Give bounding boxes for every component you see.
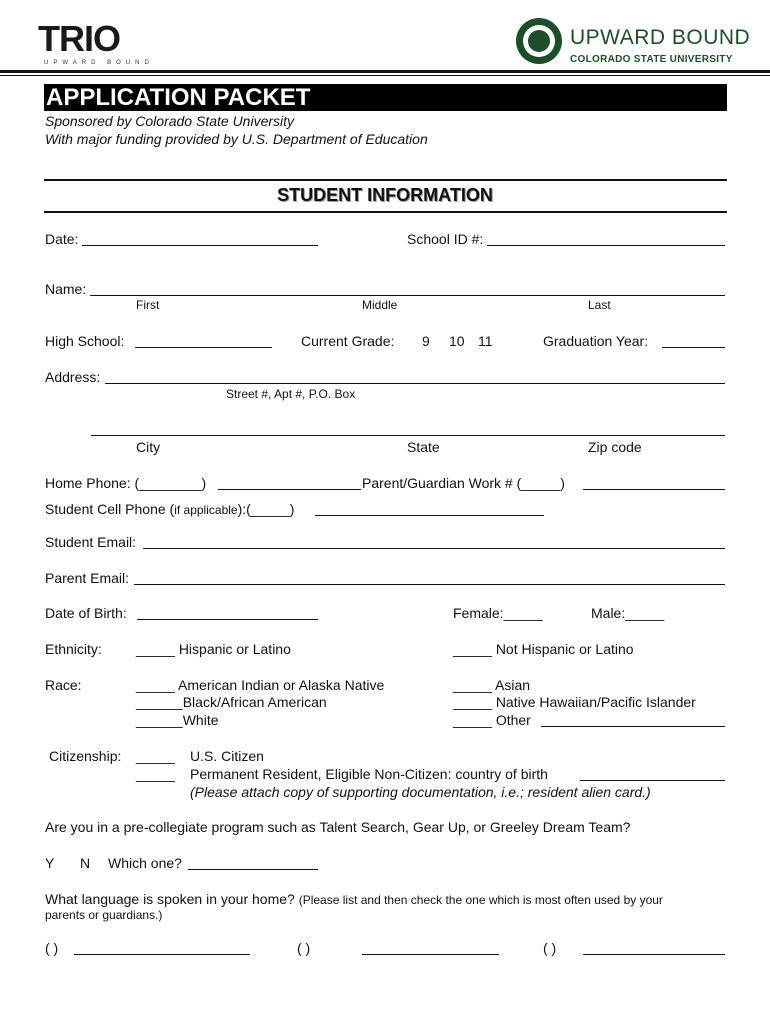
high-school-field[interactable] bbox=[135, 347, 272, 348]
trio-logo-text: TRIO bbox=[38, 18, 120, 59]
trio-logo-subtitle: UPWARD BOUND bbox=[44, 60, 154, 66]
page-title: APPLICATION PACKET bbox=[46, 84, 311, 111]
ethnicity-hispanic-option[interactable]: _____ Hispanic or Latino bbox=[136, 641, 291, 657]
citizenship-label: Citizenship: bbox=[49, 748, 122, 764]
parent-work-field[interactable] bbox=[583, 489, 725, 490]
zip-caption: Zip code bbox=[588, 439, 642, 455]
home-phone-label: Home Phone: (________) bbox=[45, 475, 207, 491]
language-2-field[interactable] bbox=[362, 954, 499, 955]
citizenship-resident-option: Permanent Resident, Eligible Non-Citizen: country of birth bbox=[190, 766, 548, 782]
graduation-year-field[interactable] bbox=[662, 347, 725, 348]
date-field[interactable] bbox=[82, 245, 318, 246]
address-label: Address: bbox=[45, 369, 101, 385]
section-rule-bottom bbox=[44, 211, 727, 213]
race-option-black[interactable]: ______Black/African American bbox=[136, 694, 327, 710]
name-first-caption: First bbox=[136, 298, 160, 312]
cell-phone-label-b: if applicable bbox=[174, 503, 238, 517]
trio-logo bbox=[38, 18, 154, 66]
current-grade-label: Current Grade: bbox=[301, 333, 395, 349]
upward-bound-logo-text: UPWARD BOUND bbox=[570, 26, 751, 49]
language-note-1: (Please list and then check the one which is most often used by your bbox=[298, 893, 663, 907]
header-divider-thick bbox=[0, 70, 770, 73]
header-divider-thin bbox=[0, 75, 770, 76]
race-option-american-indian[interactable]: _____ American Indian or Alaska Native bbox=[136, 677, 385, 693]
name-last-caption: Last bbox=[588, 298, 611, 312]
race-option-white[interactable]: ______White bbox=[136, 712, 219, 728]
language-2-check[interactable]: ( ) bbox=[297, 940, 311, 956]
which-one-label: Which one? bbox=[108, 855, 182, 871]
address-caption: Street #, Apt #, P.O. Box bbox=[226, 387, 356, 401]
race-option-pacific-islander[interactable]: _____ Native Hawaiian/Pacific Islander bbox=[453, 694, 696, 710]
school-id-field[interactable] bbox=[487, 245, 725, 246]
race-option-other[interactable]: _____ Other bbox=[453, 712, 531, 728]
citizenship-us-blank[interactable]: _____ bbox=[136, 748, 175, 764]
name-middle-caption: Middle bbox=[362, 298, 398, 312]
upward-bound-logo bbox=[516, 18, 751, 68]
cell-phone-label-a: Student Cell Phone ( bbox=[45, 501, 175, 517]
cell-phone-label bbox=[45, 501, 294, 517]
parent-email-label: Parent Email: bbox=[45, 570, 130, 586]
name-label: Name: bbox=[45, 281, 87, 297]
precollegiate-question: Are you in a pre-collegiate program such as Talent Search, Gear Up, or Greeley Dream Team? bbox=[45, 819, 631, 835]
school-id-label: School ID #: bbox=[407, 231, 484, 247]
high-school-label: High School: bbox=[45, 333, 125, 349]
state-caption: State bbox=[407, 439, 440, 455]
section-rule-top bbox=[44, 179, 727, 181]
address-field[interactable] bbox=[105, 383, 725, 384]
name-field[interactable] bbox=[90, 295, 725, 296]
language-question bbox=[45, 891, 663, 907]
parent-email-field[interactable] bbox=[134, 584, 725, 585]
country-of-birth-field[interactable] bbox=[580, 780, 725, 781]
grade-option-9[interactable]: 9 bbox=[422, 333, 430, 349]
city-state-zip-field[interactable] bbox=[91, 435, 725, 436]
student-email-label: Student Email: bbox=[45, 534, 137, 550]
student-email-field[interactable] bbox=[143, 548, 725, 549]
parent-work-label: Parent/Guardian Work # (_____) bbox=[362, 475, 565, 491]
cell-phone-field[interactable] bbox=[315, 515, 544, 516]
city-caption: City bbox=[136, 439, 161, 455]
citizenship-us-option: U.S. Citizen bbox=[190, 748, 264, 764]
language-1-field[interactable] bbox=[74, 954, 250, 955]
dob-label: Date of Birth: bbox=[45, 605, 127, 621]
sponsor-line-1: Sponsored by Colorado State University bbox=[45, 113, 295, 129]
race-option-asian[interactable]: _____ Asian bbox=[453, 677, 531, 693]
sponsor-line-2: With major funding provided by U.S. Department of Education bbox=[45, 131, 428, 147]
title-bar bbox=[44, 84, 727, 111]
citizenship-note: (Please attach copy of supporting documentation, i.e.; resident alien card.) bbox=[190, 784, 651, 800]
female-option[interactable]: Female:_____ bbox=[453, 605, 543, 621]
grade-option-11[interactable]: 11 bbox=[478, 333, 493, 349]
graduation-year-label: Graduation Year: bbox=[543, 333, 649, 349]
language-3-field[interactable] bbox=[583, 954, 725, 955]
citizenship-resident-blank[interactable]: _____ bbox=[136, 766, 175, 782]
ram-icon bbox=[516, 18, 562, 64]
csu-logo-text: COLORADO STATE UNIVERSITY bbox=[570, 54, 733, 65]
race-label: Race: bbox=[45, 677, 82, 693]
grade-option-10[interactable]: 10 bbox=[449, 333, 465, 349]
home-phone-field[interactable] bbox=[218, 489, 361, 490]
precollegiate-no[interactable]: N bbox=[80, 855, 91, 871]
race-other-field[interactable] bbox=[541, 726, 725, 727]
cell-phone-label-c: ):(_____) bbox=[237, 501, 295, 517]
language-note-2: parents or guardians.) bbox=[45, 908, 163, 922]
ethnicity-label: Ethnicity: bbox=[45, 641, 102, 657]
language-3-check[interactable]: ( ) bbox=[543, 940, 557, 956]
dob-field[interactable] bbox=[137, 619, 318, 620]
precollegiate-yes[interactable]: Y bbox=[45, 855, 55, 871]
which-one-field[interactable] bbox=[188, 869, 318, 870]
language-1-check[interactable]: ( ) bbox=[45, 940, 59, 956]
ethnicity-not-hispanic-option[interactable]: _____ Not Hispanic or Latino bbox=[453, 641, 634, 657]
language-question-text: What language is spoken in your home? bbox=[45, 891, 295, 907]
male-option[interactable]: Male:_____ bbox=[591, 605, 665, 621]
section-heading: STUDENT INFORMATION bbox=[277, 185, 493, 205]
date-label: Date: bbox=[45, 231, 79, 247]
